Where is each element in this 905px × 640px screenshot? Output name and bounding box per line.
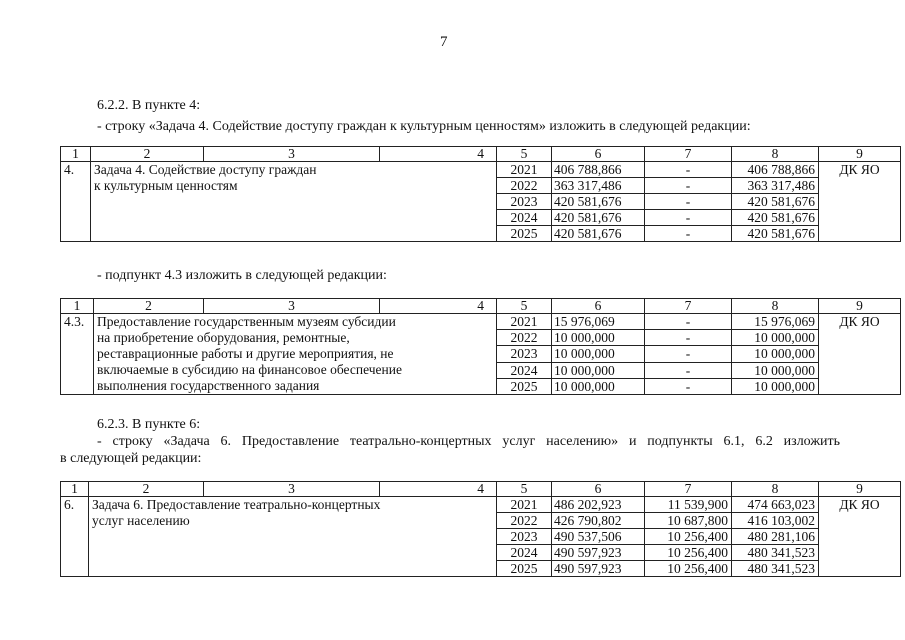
budget-table-task-4	[60, 146, 901, 242]
col-header: 2	[91, 147, 204, 162]
col-header: 9	[819, 147, 901, 162]
column-number-row	[61, 147, 901, 162]
total-cell: 15 976,069	[552, 314, 645, 330]
total-cell: 363 317,486	[552, 178, 645, 194]
row-name: Задача 6. Предоставление театрально-концертных услуг населению	[89, 497, 497, 577]
col-header: 9	[819, 482, 901, 497]
total-cell: 486 202,923	[552, 497, 645, 513]
row-number: 4.	[61, 162, 91, 242]
col-header: 6	[552, 147, 645, 162]
year-cell: 2024	[497, 362, 552, 378]
executor-cell: ДК ЯО	[819, 162, 901, 242]
year-cell: 2021	[497, 314, 552, 330]
regional-cell: 480 341,523	[732, 545, 819, 561]
year-cell: 2022	[497, 178, 552, 194]
year-cell: 2021	[497, 162, 552, 178]
regional-cell: 406 788,866	[732, 162, 819, 178]
col-header: 7	[645, 299, 732, 314]
col-header: 3	[204, 482, 380, 497]
col-header: 2	[89, 482, 204, 497]
year-cell: 2022	[497, 513, 552, 529]
col-header: 1	[61, 147, 91, 162]
col-header: 5	[497, 147, 552, 162]
col-header: 3	[204, 147, 380, 162]
regional-cell: 363 317,486	[732, 178, 819, 194]
table-row	[61, 162, 901, 178]
executor-cell: ДК ЯО	[819, 497, 901, 577]
federal-cell: -	[645, 178, 732, 194]
total-cell: 490 537,506	[552, 529, 645, 545]
table-row	[61, 314, 901, 330]
federal-cell: 10 256,400	[645, 561, 732, 577]
instruction-line-continued: в следующей редакции:	[60, 451, 202, 466]
column-number-row	[61, 482, 901, 497]
regional-cell: 10 000,000	[732, 378, 819, 394]
year-cell: 2025	[497, 561, 552, 577]
federal-cell: -	[645, 362, 732, 378]
executor-cell: ДК ЯО	[819, 314, 901, 395]
total-cell: 426 790,802	[552, 513, 645, 529]
federal-cell: 10 256,400	[645, 529, 732, 545]
row-name: Предоставление государственным музеям субсидии на приобретение оборудования, ремонтные, реставрационные работы и другие мероприятия, не включаемые в субсидию на финансовое обеспечение выполнения государственного задания	[94, 314, 497, 395]
federal-cell: -	[645, 162, 732, 178]
col-header: 4	[380, 147, 497, 162]
total-cell: 490 597,923	[552, 545, 645, 561]
budget-table-task-6	[60, 481, 901, 577]
col-header: 7	[645, 482, 732, 497]
regional-cell: 416 103,002	[732, 513, 819, 529]
year-cell: 2023	[497, 346, 552, 362]
total-cell: 420 581,676	[552, 210, 645, 226]
total-cell: 10 000,000	[552, 378, 645, 394]
col-header: 1	[61, 482, 89, 497]
regional-cell: 474 663,023	[732, 497, 819, 513]
year-cell: 2025	[497, 226, 552, 242]
federal-cell: -	[645, 194, 732, 210]
col-header: 5	[497, 482, 552, 497]
year-cell: 2021	[497, 497, 552, 513]
column-number-row	[61, 299, 901, 314]
section-heading-6-2-3: 6.2.3. В пункте 6:	[97, 417, 201, 432]
col-header: 3	[204, 299, 380, 314]
col-header: 8	[732, 482, 819, 497]
col-header: 6	[552, 482, 645, 497]
regional-cell: 10 000,000	[732, 330, 819, 346]
total-cell: 420 581,676	[552, 226, 645, 242]
federal-cell: -	[645, 378, 732, 394]
instruction-line: - строку «Задача 4. Содействие доступу граждан к культурным ценностям» изложить в следующей редакции:	[97, 119, 751, 134]
regional-cell: 480 281,106	[732, 529, 819, 545]
page-number: 7	[440, 34, 448, 50]
regional-cell: 420 581,676	[732, 194, 819, 210]
col-header: 8	[732, 147, 819, 162]
year-cell: 2023	[497, 194, 552, 210]
federal-cell: 10 256,400	[645, 545, 732, 561]
total-cell: 406 788,866	[552, 162, 645, 178]
year-cell: 2025	[497, 378, 552, 394]
total-cell: 490 597,923	[552, 561, 645, 577]
federal-cell: -	[645, 226, 732, 242]
federal-cell: -	[645, 330, 732, 346]
instruction-line: - строку «Задача 6. Предоставление театрально-концертных услуг населению» и подпункты 6.1, 6.2 изложить	[97, 434, 840, 449]
col-header: 2	[94, 299, 204, 314]
year-cell: 2024	[497, 545, 552, 561]
total-cell: 420 581,676	[552, 194, 645, 210]
federal-cell: -	[645, 346, 732, 362]
col-header: 1	[61, 299, 94, 314]
row-number: 4.3.	[61, 314, 94, 395]
year-cell: 2023	[497, 529, 552, 545]
year-cell: 2022	[497, 330, 552, 346]
year-cell: 2024	[497, 210, 552, 226]
col-header: 5	[497, 299, 552, 314]
regional-cell: 420 581,676	[732, 210, 819, 226]
table-row	[61, 497, 901, 513]
row-name: Задача 4. Содействие доступу граждан к культурным ценностям	[91, 162, 497, 242]
regional-cell: 10 000,000	[732, 346, 819, 362]
budget-table-4-3	[60, 298, 901, 395]
col-header: 8	[732, 299, 819, 314]
instruction-line: - подпункт 4.3 изложить в следующей редакции:	[97, 268, 387, 283]
col-header: 4	[380, 299, 497, 314]
regional-cell: 15 976,069	[732, 314, 819, 330]
section-heading-6-2-2: 6.2.2. В пункте 4:	[97, 98, 201, 113]
total-cell: 10 000,000	[552, 330, 645, 346]
regional-cell: 480 341,523	[732, 561, 819, 577]
total-cell: 10 000,000	[552, 346, 645, 362]
col-header: 6	[552, 299, 645, 314]
total-cell: 10 000,000	[552, 362, 645, 378]
col-header: 4	[380, 482, 497, 497]
federal-cell: -	[645, 210, 732, 226]
col-header: 7	[645, 147, 732, 162]
federal-cell: 10 687,800	[645, 513, 732, 529]
regional-cell: 10 000,000	[732, 362, 819, 378]
federal-cell: -	[645, 314, 732, 330]
regional-cell: 420 581,676	[732, 226, 819, 242]
row-number: 6.	[61, 497, 89, 577]
col-header: 9	[819, 299, 901, 314]
federal-cell: 11 539,900	[645, 497, 732, 513]
